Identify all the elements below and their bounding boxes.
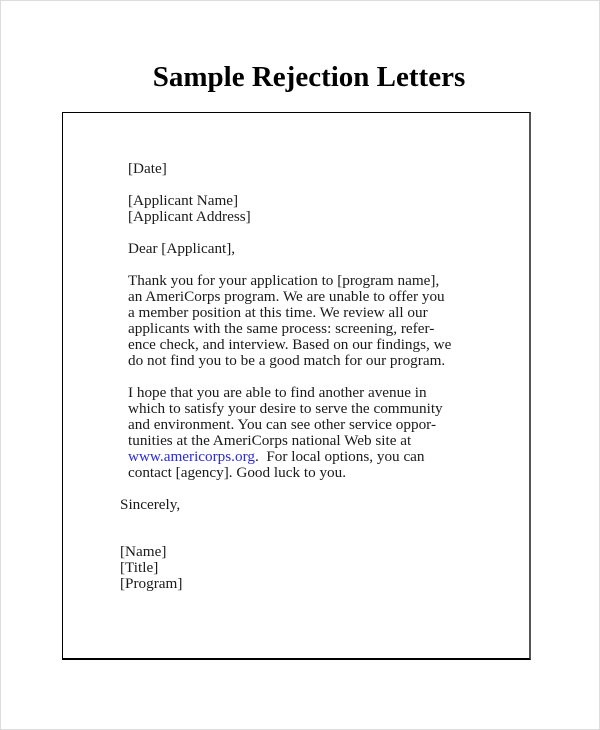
applicant-name: [Applicant Name]	[128, 192, 239, 209]
paragraph-line: applicants with the same process: screening, refer-	[128, 320, 435, 337]
document-title: Sample Rejection Letters	[152, 61, 466, 93]
paragraph-line: an AmeriCorps program. We are unable to offer you	[128, 288, 445, 305]
link-trailing-text: . For local options, you can	[254, 448, 425, 465]
signature-name: [Name]	[120, 543, 167, 560]
signature-title: [Title]	[120, 559, 159, 576]
letter-box	[62, 112, 531, 660]
paragraph-line: and environment. You can see other service oppor-	[128, 416, 436, 433]
paragraph-line	[128, 449, 425, 465]
paragraph-line: I hope that you are able to find another avenue in	[128, 384, 427, 401]
paragraph-line: Thank you for your application to [program name],	[128, 272, 440, 289]
signature-program: [Program]	[120, 575, 183, 592]
paragraph-line: ence check, and interview. Based on our findings, we	[128, 336, 452, 353]
paragraph-line: a member position at this time. We review all our	[128, 304, 428, 321]
applicant-address: [Applicant Address]	[128, 208, 251, 225]
paragraph-line: which to satisfy your desire to serve the community	[128, 400, 443, 417]
salutation: Dear [Applicant],	[128, 240, 236, 257]
paragraph-line: do not find you to be a good match for our program.	[128, 352, 446, 369]
closing: Sincerely,	[120, 496, 181, 513]
letter-date: [Date]	[128, 160, 167, 177]
paragraph-line: tunities at the AmeriCorps national Web site at	[128, 432, 412, 449]
americorps-link[interactable]: www.americorps.org	[128, 448, 255, 465]
paragraph-line: contact [agency]. Good luck to you.	[128, 464, 347, 481]
